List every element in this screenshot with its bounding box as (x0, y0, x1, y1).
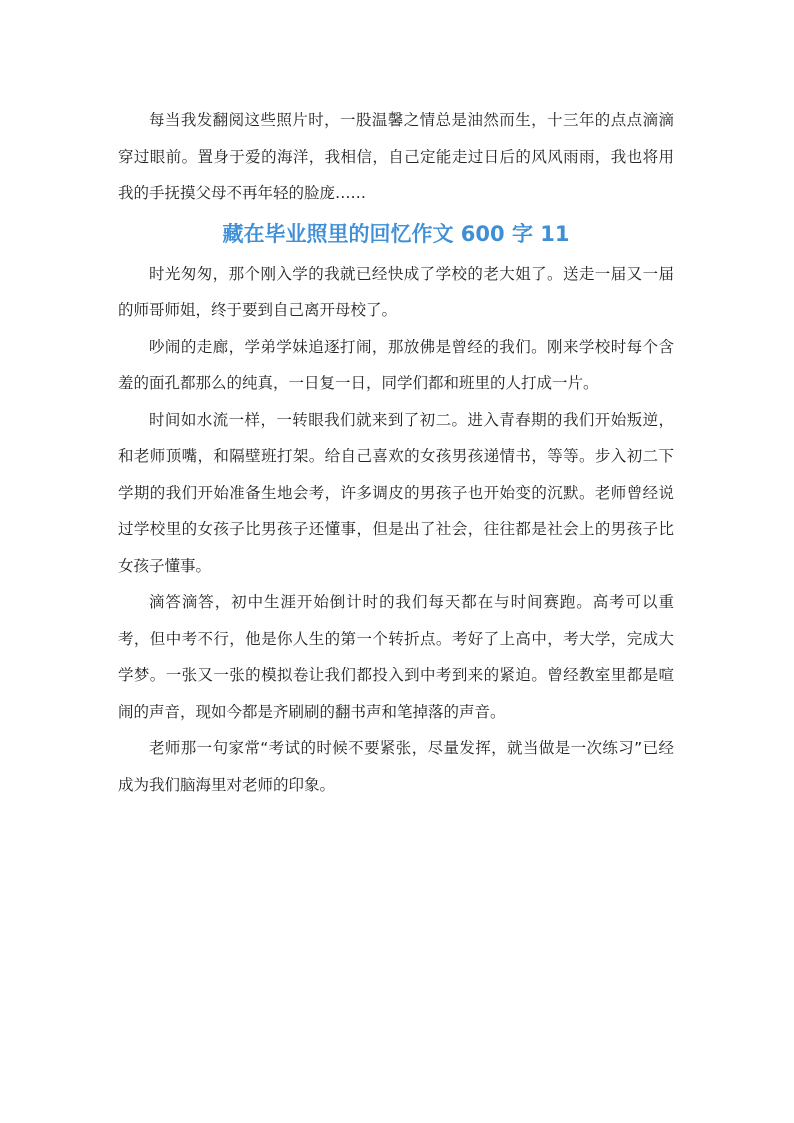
paragraph-4: 滴答滴答，初中生涯开始倒计时的我们每天都在与时间赛跑。高考可以重考，但中考不行，他是你人生的第一个转折点。考好了上高中，考大学，完成大学梦。一张又一张的模拟卷让我们都投入到中考到来的紧迫。曾经教室里都是喧闹的声音，现如今都是齐刷刷的翻书声和笔掉落的声音。 (118, 593, 674, 721)
intro-paragraph: 每当我发翻阅这些照片时，一股温馨之情总是油然而生，十三年的点点滴滴穿过眼前。置身于爱的海洋，我相信，自己定能走过日后的风风雨雨，我也将用我的手抚摸父母不再年轻的脸庞…… (118, 111, 674, 202)
paragraph-5: 老师那一句家常“考试的时候不要紧张，尽量发挥，就当做是一次练习”已经成为我们脑海里对老师的印象。 (118, 739, 674, 794)
document-body (118, 102, 674, 803)
essay-title: 藏在毕业照里的回忆作文 600 字 11 (222, 221, 570, 246)
paragraph-1: 时光匆匆，那个刚入学的我就已经快成了学校的老大姐了。送走一届又一届的师哥师姐，终于要到自己离开母校了。 (118, 264, 674, 319)
paragraph-3: 时间如水流一样，一转眼我们就来到了初二。进入青春期的我们开始叛逆，和老师顶嘴，和隔壁班打架。给自己喜欢的女孩男孩递情书，等等。步入初二下学期的我们开始准备生地会考，许多调皮的男孩子也开始变的沉默。老师曾经说过学校里的女孩子比男孩子还懂事，但是出了社会，往往都是社会上的男孩子比女孩子懂事。 (118, 410, 674, 575)
paragraph-2: 吵闹的走廊，学弟学妹追逐打闹，那放佛是曾经的我们。刚来学校时每个含羞的面孔都那么的纯真，一日复一日，同学们都和班里的人打成一片。 (118, 337, 674, 392)
